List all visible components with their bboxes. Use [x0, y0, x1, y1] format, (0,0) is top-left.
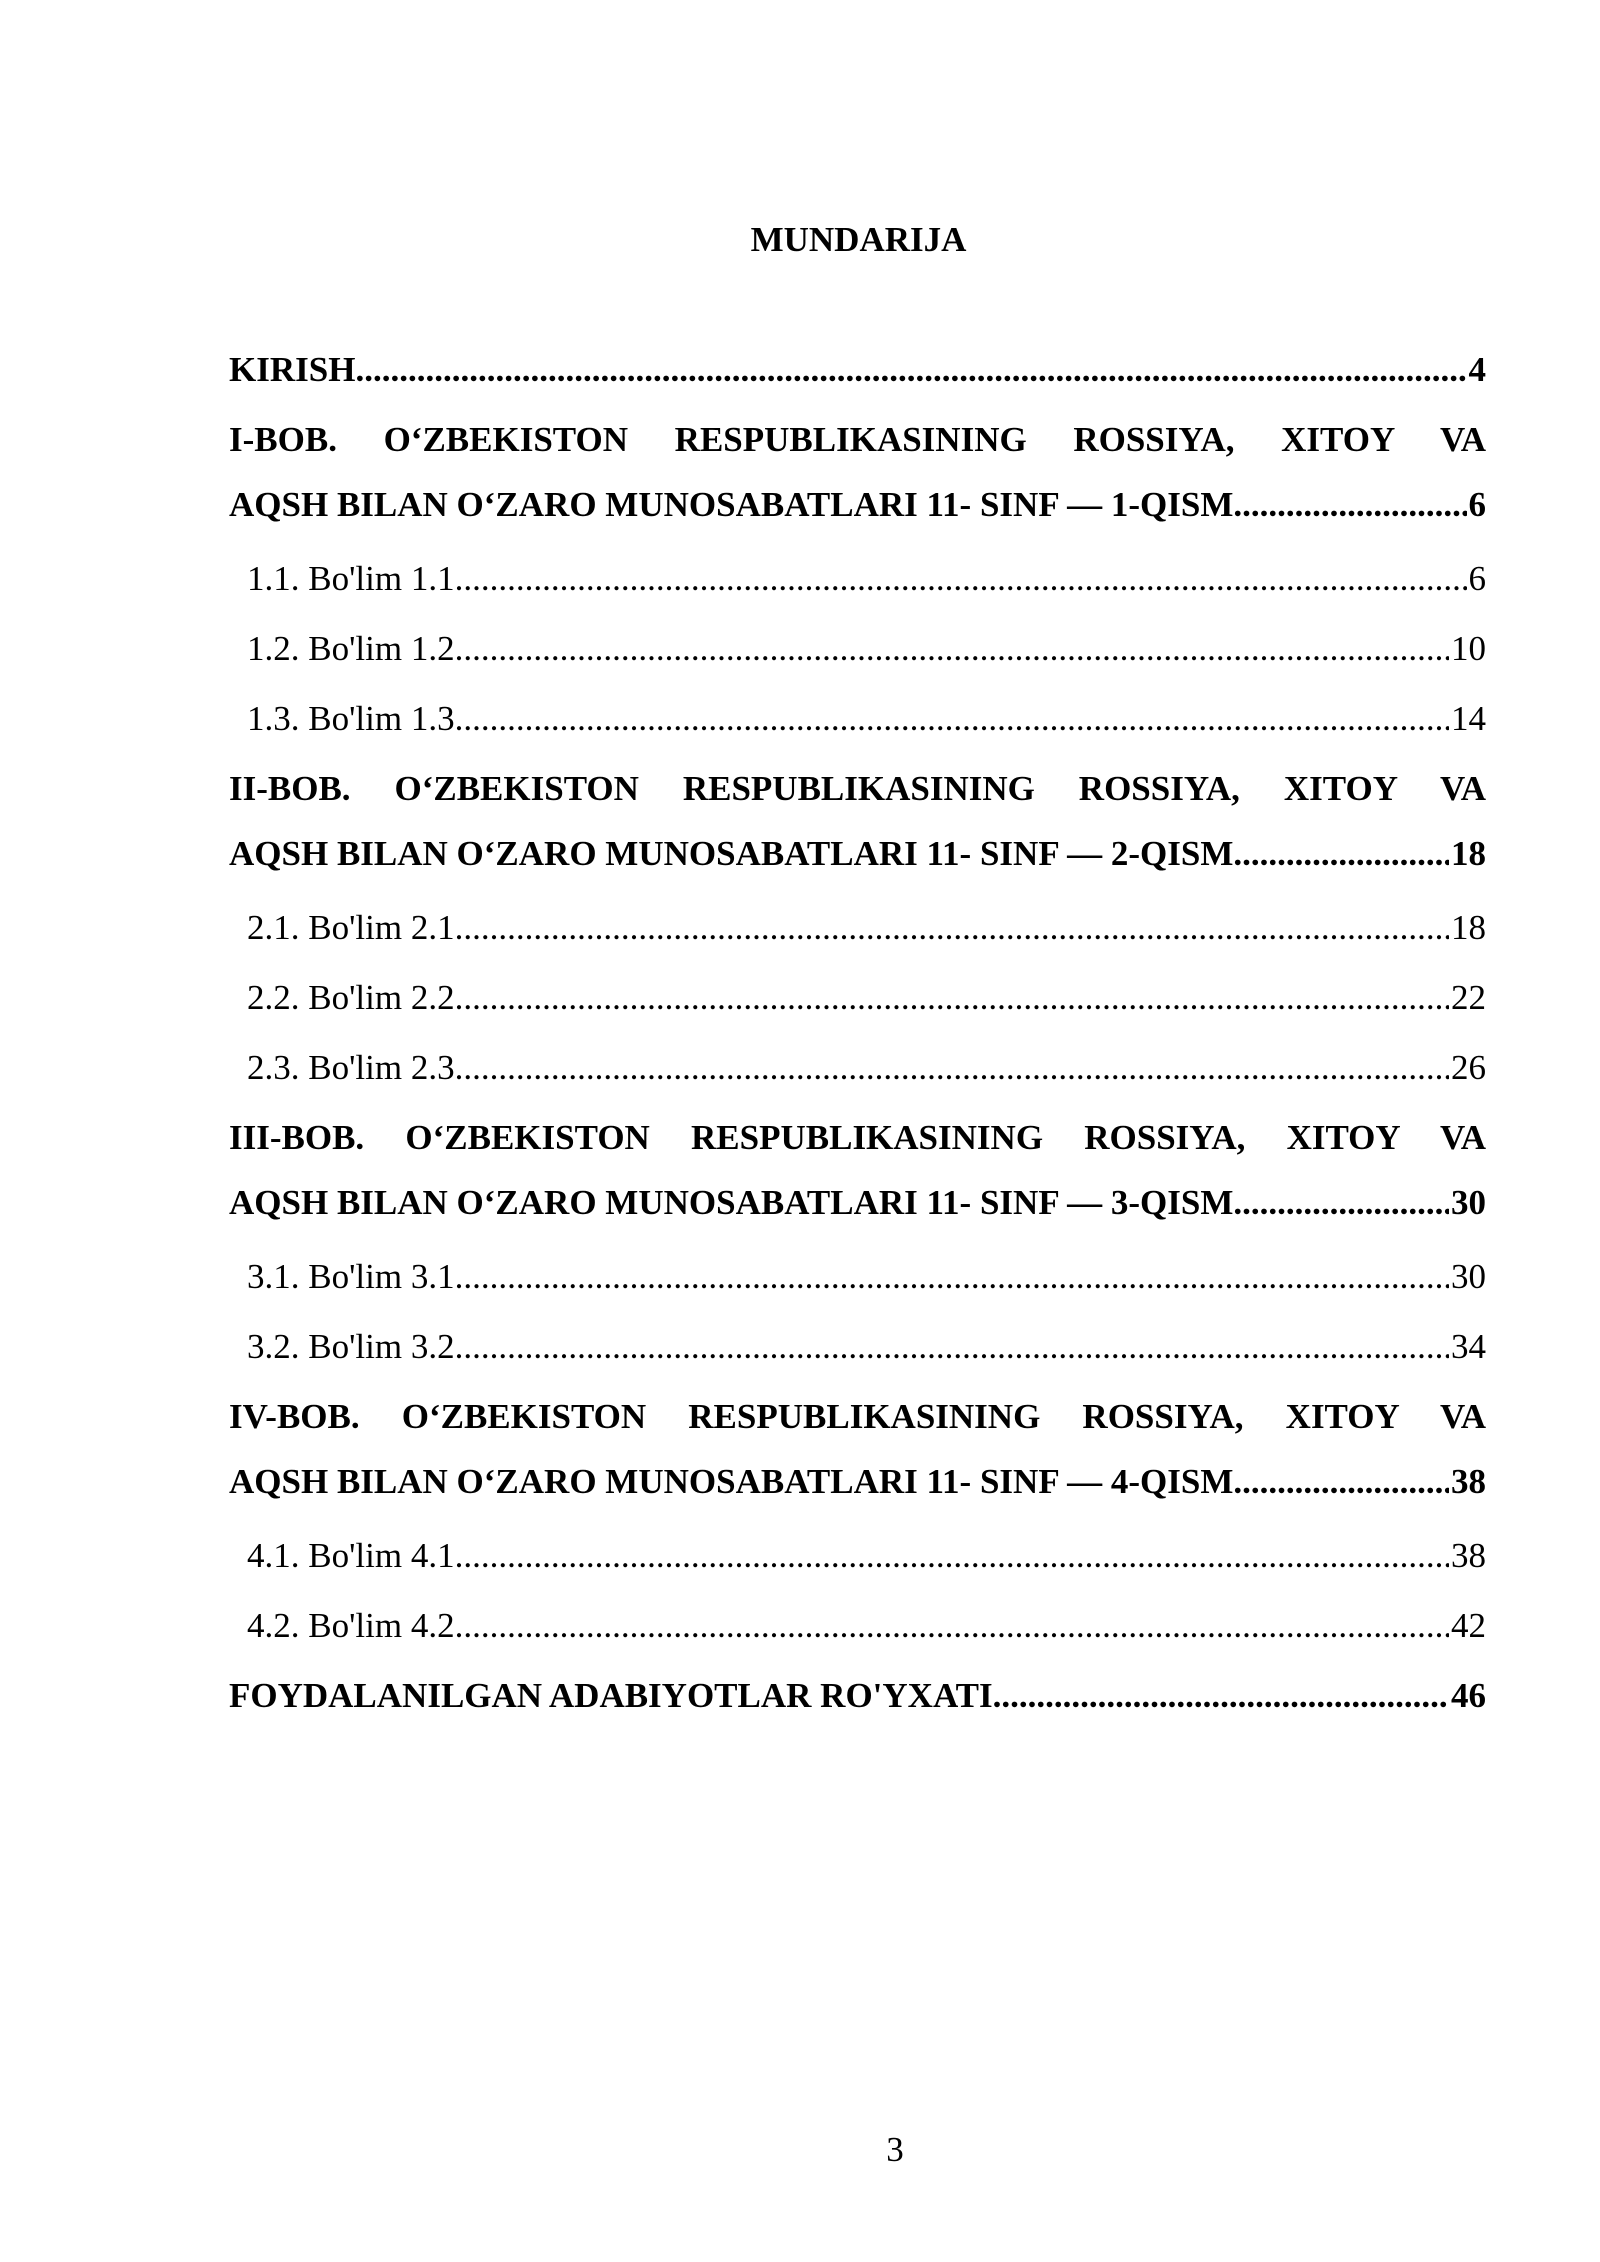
dot-leader	[355, 348, 1466, 392]
toc-entry-page: 34	[1451, 1327, 1486, 1366]
toc-entry-label: FOYDALANILGAN ADABIYOTLAR RO'YXATI	[229, 1676, 993, 1715]
toc-section-label: 1.2. Bo'lim 1.2	[247, 629, 455, 668]
toc-section-1-2[interactable]	[229, 627, 1486, 697]
toc-entry-page: 42	[1451, 1606, 1486, 1645]
dot-leader	[455, 1255, 1449, 1299]
toc-entry-page: 6	[1468, 559, 1486, 598]
toc-section-1-3[interactable]	[229, 697, 1486, 767]
dot-leader	[455, 1534, 1449, 1578]
dot-leader	[455, 557, 1467, 601]
dot-leader	[1233, 1181, 1449, 1225]
toc-section-label: 2.1. Bo'lim 2.1	[247, 908, 455, 947]
toc-entry-intro[interactable]	[229, 348, 1486, 418]
toc-section-2-3[interactable]	[229, 1046, 1486, 1116]
toc-section-1-1[interactable]	[229, 557, 1486, 627]
dot-leader	[1233, 832, 1449, 876]
toc-entry-page: 22	[1451, 978, 1486, 1017]
toc-section-label: 4.1. Bo'lim 4.1	[247, 1536, 455, 1575]
toc-entry-page: 30	[1451, 1257, 1486, 1296]
toc-entry-page: 38	[1451, 1536, 1486, 1575]
toc-section-label: 4.2. Bo'lim 4.2	[247, 1606, 455, 1645]
dot-leader	[993, 1674, 1449, 1718]
toc-chapter-title-line2: AQSH BILAN O‘ZARO MUNOSABATLARI 11- SINF — 1-QISM	[229, 485, 1234, 524]
toc-entry-references[interactable]	[229, 1674, 1486, 1744]
toc-section-label: 1.3. Bo'lim 1.3	[247, 699, 455, 738]
toc-chapter-title-line1: I-BOB. O‘ZBEKISTON RESPUBLIKASINING ROSSIYA, XITOY VA	[229, 420, 1486, 459]
page-number: 3	[886, 2130, 904, 2169]
toc-entry-label: KIRISH	[229, 350, 356, 389]
toc-chapter-title-line1: IV-BOB. O‘ZBEKISTON RESPUBLIKASINING ROSSIYA, XITOY VA	[229, 1397, 1486, 1436]
toc-chapter-1[interactable]	[229, 418, 1486, 557]
toc-section-label: 2.3. Bo'lim 2.3	[247, 1048, 455, 1087]
toc-section-label: 3.1. Bo'lim 3.1	[247, 1257, 455, 1296]
dot-leader	[455, 976, 1449, 1020]
toc-entry-page: 38	[1451, 1462, 1486, 1501]
toc-entry-page: 46	[1451, 1676, 1486, 1715]
toc-chapter-title-line1: II-BOB. O‘ZBEKISTON RESPUBLIKASINING ROSSIYA, XITOY VA	[229, 769, 1486, 808]
toc-section-4-2[interactable]	[229, 1604, 1486, 1674]
page-title: MUNDARIJA	[750, 220, 967, 259]
toc-entry-page: 14	[1451, 699, 1486, 738]
toc-section-label: 2.2. Bo'lim 2.2	[247, 978, 455, 1017]
toc-chapter-title-line1: III-BOB. O‘ZBEKISTON RESPUBLIKASINING ROSSIYA, XITOY VA	[229, 1118, 1486, 1157]
dot-leader	[1233, 483, 1466, 527]
toc-section-3-2[interactable]	[229, 1325, 1486, 1395]
toc-entry-page: 4	[1468, 350, 1486, 389]
toc-chapter-title-line2: AQSH BILAN O‘ZARO MUNOSABATLARI 11- SINF — 3-QISM	[229, 1183, 1234, 1222]
toc-section-2-2[interactable]	[229, 976, 1486, 1046]
toc-chapter-title-line2: AQSH BILAN O‘ZARO MUNOSABATLARI 11- SINF — 4-QISM	[229, 1462, 1234, 1501]
dot-leader	[455, 1046, 1449, 1090]
toc-entry-page: 30	[1451, 1183, 1486, 1222]
dot-leader	[455, 1604, 1449, 1648]
toc-entry-page: 18	[1451, 834, 1486, 873]
dot-leader	[455, 697, 1449, 741]
toc-chapter-3[interactable]	[229, 1116, 1486, 1255]
dot-leader	[455, 1325, 1449, 1369]
toc-entry-page: 10	[1451, 629, 1486, 668]
toc-section-label: 1.1. Bo'lim 1.1	[247, 559, 455, 598]
toc-chapter-4[interactable]	[229, 1395, 1486, 1534]
dot-leader	[455, 906, 1449, 950]
table-of-contents	[229, 348, 1486, 1744]
toc-entry-page: 18	[1451, 908, 1486, 947]
toc-entry-page: 26	[1451, 1048, 1486, 1087]
toc-section-3-1[interactable]	[229, 1255, 1486, 1325]
toc-section-label: 3.2. Bo'lim 3.2	[247, 1327, 455, 1366]
dot-leader	[1233, 1460, 1449, 1504]
toc-entry-page: 6	[1468, 485, 1486, 524]
toc-section-2-1[interactable]	[229, 906, 1486, 976]
dot-leader	[455, 627, 1449, 671]
toc-section-4-1[interactable]	[229, 1534, 1486, 1604]
toc-chapter-2[interactable]	[229, 767, 1486, 906]
toc-chapter-title-line2: AQSH BILAN O‘ZARO MUNOSABATLARI 11- SINF — 2-QISM	[229, 834, 1234, 873]
